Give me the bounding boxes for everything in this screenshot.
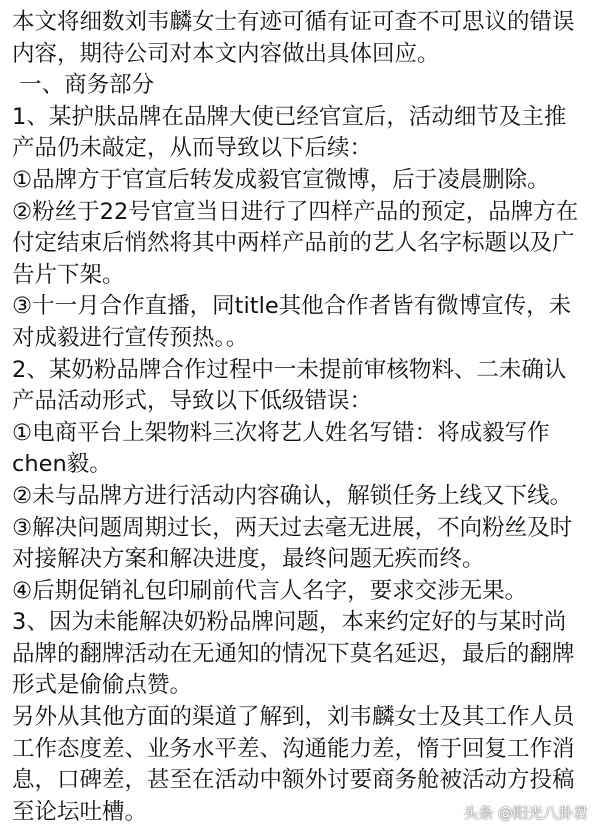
toutiao-logo-icon — [433, 803, 457, 821]
text-line: 告片下架。 — [12, 261, 125, 288]
text-line: ③十一月合作直播，同title其他合作者皆有微博宣传，未 — [12, 293, 572, 320]
text-line: ④后期促销礼包印刷前代言人名字，要求交涉无果。 — [12, 577, 528, 604]
article-body — [12, 7, 596, 828]
text-line: 2、某奶粉品牌合作过程中一未提前审核物料、二未确认 — [12, 356, 567, 383]
text-line: 品牌的翻牌活动在无通知的情况下莫名延迟，最后的翻牌 — [12, 640, 575, 667]
text-line: 息，口碑差，甚至在活动中额外讨要商务舱被活动方投稿 — [12, 767, 575, 794]
text-line: 另外从其他方面的渠道了解到，刘韦麟女士及其工作人员 — [12, 704, 575, 731]
text-line: ③解决问题周期过长，两天过去毫无进展，不向粉丝及时 — [12, 514, 573, 541]
source-watermark — [433, 799, 588, 825]
text-line: 对成毅进行宣传预热。。 — [12, 324, 249, 351]
text-line: 3、因为未能解决奶粉品牌问题，本来约定好的与某时尚 — [12, 609, 567, 636]
text-line: ①电商平台上架物料三次将艺人姓名写错：将成毅写作 — [12, 419, 550, 446]
text-line: ①品牌方于官宣后转发成毅官宣微博，后于凌晨删除。 — [12, 166, 550, 193]
text-line: 付定结束后悄然将其中两样产品前的艺人名字标题以及广 — [12, 230, 575, 257]
text-line: chen毅。 — [12, 451, 112, 478]
text-line: 本文将细数刘韦麟女士有迹可循有证可查不可思议的错误 — [12, 9, 575, 35]
text-line: 形式是偷偷点赞。 — [12, 672, 193, 699]
text-line: 工作态度差、业务水平差、沟通能力差，惰于回复工作消 — [12, 735, 575, 762]
text-line: 产品仍未敲定，从而导致以下后续： — [12, 135, 373, 162]
text-line: 内容，期待公司对本文内容做出具体回应。 — [12, 40, 440, 67]
text-line: 产品活动形式，导致以下低级错误： — [12, 388, 373, 415]
text-line: 1、某护肤品牌在品牌大使已经官宣后，活动细节及主推 — [12, 103, 567, 130]
text-line: 至论坛吐槽。 — [12, 798, 148, 825]
text-line: 对接解决方案和解决进度，最终问题无疾而终。 — [12, 546, 485, 573]
watermark-text: 头条 @阳光八卦君 — [463, 803, 588, 822]
text-line: ②未与品牌方进行活动内容确认，解锁任务上线又下线。 — [12, 482, 573, 509]
text-line: ②粉丝于22号官宣当日进行了四样产品的预定，品牌方在 — [12, 198, 579, 225]
section-heading: 一、商务部分 — [12, 72, 155, 99]
